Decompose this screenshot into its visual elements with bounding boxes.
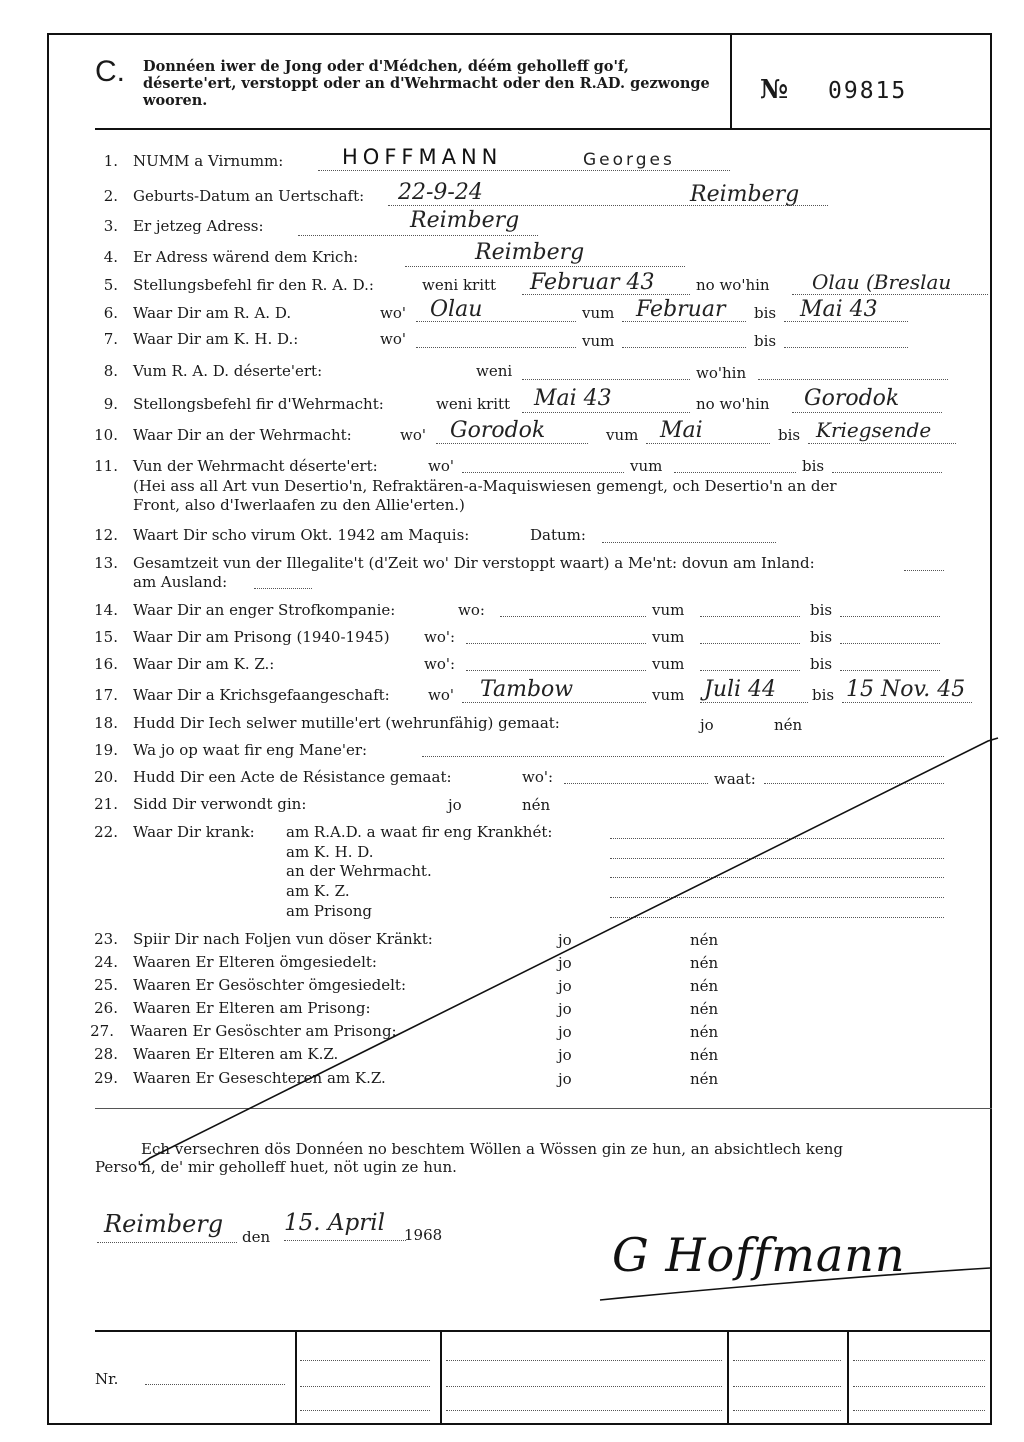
wohin-label: no wo'hin <box>696 276 770 294</box>
row-number: 6. <box>103 304 118 322</box>
row-number: 11. <box>94 457 118 475</box>
wo-label: wo' <box>380 304 406 322</box>
jo-option[interactable]: jo <box>558 931 572 949</box>
wohin-label: no wo'hin <box>696 395 770 413</box>
nen-option[interactable]: nén <box>690 1070 719 1088</box>
khd-label: Waar Dir am K. H. D.: <box>133 330 299 348</box>
vum-label: vum <box>582 304 615 322</box>
waat-label: waat: <box>714 770 756 788</box>
rad-place-value: Olau <box>430 297 483 322</box>
signing-year: 1968 <box>404 1226 443 1244</box>
bis-label: bis <box>810 628 833 646</box>
wehrmacht-from-value: Mai <box>660 418 703 443</box>
weni-kritt-label: weni kritt <box>422 276 497 294</box>
row-number: 8. <box>103 362 118 380</box>
row-number: 9. <box>103 395 118 413</box>
ausland-label: am Ausland: <box>133 573 228 591</box>
row-number: 13. <box>94 554 118 572</box>
wo-label: wo: <box>458 601 485 619</box>
row-number: 27. <box>90 1022 114 1040</box>
rad-from-value: Februar <box>636 297 726 322</box>
surname-value: HOFFMANN <box>342 145 503 169</box>
parents-kz-label: Waaren Er Elteren am K.Z. <box>133 1045 339 1063</box>
maquis-label: Waart Dir scho virum Okt. 1942 am Maquis: <box>133 526 470 544</box>
pow-until-value: 15 Nov. 45 <box>846 677 966 702</box>
jo-option[interactable]: jo <box>558 1000 572 1018</box>
jo-option[interactable]: jo <box>558 954 572 972</box>
vum-label: vum <box>652 601 685 619</box>
address-value: Reimberg <box>410 208 520 233</box>
wehrmacht-until-value: Kriegsende <box>816 418 932 442</box>
row-number: 15. <box>94 628 118 646</box>
vum-label: vum <box>630 457 663 475</box>
nen-option[interactable]: nén <box>690 977 719 995</box>
kz-label: Waar Dir am K. Z.: <box>133 655 275 673</box>
sick-kz-label: am K. Z. <box>286 882 350 900</box>
row-number: 25. <box>94 976 118 994</box>
jo-option[interactable]: jo <box>558 1023 572 1041</box>
jo-option[interactable]: jo <box>558 1070 572 1088</box>
signing-place-value: Reimberg <box>104 1210 224 1238</box>
after-effects-label: Spiir Dir nach Foljen vun döser Kränkt: <box>133 930 433 948</box>
row-number: 20. <box>94 768 118 786</box>
row-number: 28. <box>94 1045 118 1063</box>
section-letter: C. <box>95 55 125 88</box>
datum-label: Datum: <box>530 526 586 544</box>
nen-option[interactable]: nén <box>690 931 719 949</box>
birth-label: Geburts-Datum an Uertschaft: <box>133 187 365 205</box>
jo-option[interactable]: jo <box>558 1046 572 1064</box>
row-number: 24. <box>94 953 118 971</box>
wehrmacht-order-date-value: Mai 43 <box>534 386 612 411</box>
nen-option[interactable]: nén <box>522 796 551 814</box>
wo-label: wo': <box>522 768 554 786</box>
firstname-value: Georges <box>583 150 675 170</box>
row-number: 18. <box>94 714 118 732</box>
row-number: 4. <box>103 248 118 266</box>
vum-label: vum <box>582 332 615 350</box>
war-address-label: Er Adress wärend dem Krich: <box>133 248 359 266</box>
wo-label: wo' <box>400 426 426 444</box>
rad-desert-label: Vum R. A. D. déserte'ert: <box>133 362 323 380</box>
nen-option[interactable]: nén <box>690 1046 719 1064</box>
wo-label: wo': <box>424 655 456 673</box>
row-number: 21. <box>94 795 118 813</box>
declaration-line1: Ech versechren dös Donnéen no beschtem Wöllen a Wössen gin ze hun, an absichtlech keng <box>141 1140 843 1158</box>
rad-order-label: Stellungsbefehl fir den R. A. D.: <box>133 276 374 294</box>
rad-order-date-value: Februar 43 <box>530 270 655 295</box>
pow-place-value: Tambow <box>480 677 574 702</box>
weni-label: weni <box>476 362 513 380</box>
wehrmacht-order-label: Stellongsbefehl fir d'Wehrmacht: <box>133 395 384 413</box>
nr-label: Nr. <box>95 1370 119 1388</box>
sick-khd-label: am K. H. D. <box>286 843 374 861</box>
row-number: 2. <box>103 187 118 205</box>
siblings-prison-label: Waaren Er Gesöschter am Prisong: <box>130 1022 397 1040</box>
wo-label: wo' <box>380 330 406 348</box>
form-title: Donnéen iwer de Jong oder d'Médchen, déém geholleff go'f, déserte'ert, verstoppt oder an d'Wehrmacht oder den R.AD. gezwonge wooren. <box>143 58 710 109</box>
row-number: 14. <box>94 601 118 619</box>
sick-prison-label: am Prisong <box>286 902 372 920</box>
wehrmacht-served-label: Waar Dir an der Wehrmacht: <box>133 426 352 444</box>
row-number: 22. <box>94 823 118 841</box>
wehrmacht-destination-value: Gorodok <box>804 386 900 411</box>
bis-label: bis <box>754 332 777 350</box>
prison-label: Waar Dir am Prisong (1940-1945) <box>133 628 390 646</box>
siblings-resettled-label: Waaren Er Gesöschter ömgesiedelt: <box>133 976 407 994</box>
wehrmacht-desert-label: Vun der Wehrmacht déserte'ert: <box>133 457 378 475</box>
vum-label: vum <box>652 686 685 704</box>
vum-label: vum <box>652 628 685 646</box>
row-number: 7. <box>103 330 118 348</box>
wo-label: wo' <box>428 686 454 704</box>
nen-option[interactable]: nén <box>774 716 803 734</box>
rad-destination-value: Olau (Breslau <box>812 270 952 294</box>
siblings-kz-label: Waaren Er Geseschteren am K.Z. <box>133 1069 386 1087</box>
den-label: den <box>242 1228 271 1246</box>
pow-label: Waar Dir a Krichsgefaangeschaft: <box>133 686 390 704</box>
row-number: 16. <box>94 655 118 673</box>
row-number: 19. <box>94 741 118 759</box>
row-number: 17. <box>94 686 118 704</box>
sick-wehrmacht-label: an der Wehrmacht. <box>286 862 432 880</box>
wehrmacht-place-value: Gorodok <box>450 418 546 443</box>
row-number: 1. <box>103 152 118 170</box>
wounded-label: Sidd Dir verwondt gin: <box>133 795 307 813</box>
row-number: 26. <box>94 999 118 1017</box>
rad-served-label: Waar Dir am R. A. D. <box>133 304 292 322</box>
rad-until-value: Mai 43 <box>800 297 878 322</box>
bis-label: bis <box>754 304 777 322</box>
number-label: № <box>760 75 789 105</box>
parents-prison-label: Waaren Er Elteren am Prisong: <box>133 999 371 1017</box>
manner-label: Wa jo op waat fir eng Mane'er: <box>133 741 368 759</box>
birth-date-value: 22-9-24 <box>398 180 483 205</box>
wo-label: wo': <box>424 628 456 646</box>
bis-label: bis <box>810 655 833 673</box>
bis-label: bis <box>810 601 833 619</box>
parents-resettled-label: Waaren Er Elteren ömgesiedelt: <box>133 953 377 971</box>
wohin-label: wo'hin <box>696 364 747 382</box>
name-label: NUMM a Virnumm: <box>133 152 284 170</box>
jo-option[interactable]: jo <box>700 716 714 734</box>
jo-option[interactable]: jo <box>558 977 572 995</box>
illegality-label: Gesamtzeit vun der Illegalite't (d'Zeit wo' Dir verstoppt waart) a Me'nt: dovun am Inland: <box>133 554 815 572</box>
nen-option[interactable]: nén <box>690 1000 719 1018</box>
bis-label: bis <box>778 426 801 444</box>
resistance-label: Hudd Dir een Acte de Résistance gemaat: <box>133 768 452 786</box>
declaration-line2: Perso'n, de' mir geholleff huet, nöt ugin ze hun. <box>95 1158 457 1176</box>
birth-place-value: Reimberg <box>690 182 800 207</box>
sick-label: Waar Dir krank: <box>133 823 255 841</box>
bis-label: bis <box>812 686 835 704</box>
row-number: 12. <box>94 526 118 544</box>
desertion-note-line1: (Hei ass all Art vun Desertio'n, Refraktären-a-Maquiswiesen gemengt, och Desertio'n an der <box>133 477 837 495</box>
mutilation-label: Hudd Dir Iech selwer mutille'ert (wehrunfähig) gemaat: <box>133 714 560 732</box>
vum-label: vum <box>652 655 685 673</box>
row-number: 29. <box>94 1069 118 1087</box>
sick-rad-label: am R.A.D. a waat fir eng Krankhét: <box>286 823 553 841</box>
jo-option[interactable]: jo <box>448 796 462 814</box>
address-label: Er jetzeg Adress: <box>133 217 264 235</box>
wo-label: wo' <box>428 457 454 475</box>
strofkompanie-label: Waar Dir an enger Strofkompanie: <box>133 601 396 619</box>
signature: G Hoffmann <box>612 1228 906 1282</box>
row-number: 5. <box>103 276 118 294</box>
bis-label: bis <box>802 457 825 475</box>
pow-from-value: Juli 44 <box>704 677 777 702</box>
form-number: 09815 <box>828 78 908 104</box>
signing-date-value: 15. April <box>284 1210 385 1236</box>
nen-option[interactable]: nén <box>690 1023 719 1041</box>
vum-label: vum <box>606 426 639 444</box>
war-address-value: Reimberg <box>475 240 585 265</box>
nen-option[interactable]: nén <box>690 954 719 972</box>
desertion-note-line2: Front, also d'Iwerlaafen zu den Allie'erten.) <box>133 496 465 514</box>
row-number: 10. <box>94 426 118 444</box>
row-number: 3. <box>103 217 118 235</box>
weni-kritt-label: weni kritt <box>436 395 511 413</box>
row-number: 23. <box>94 930 118 948</box>
